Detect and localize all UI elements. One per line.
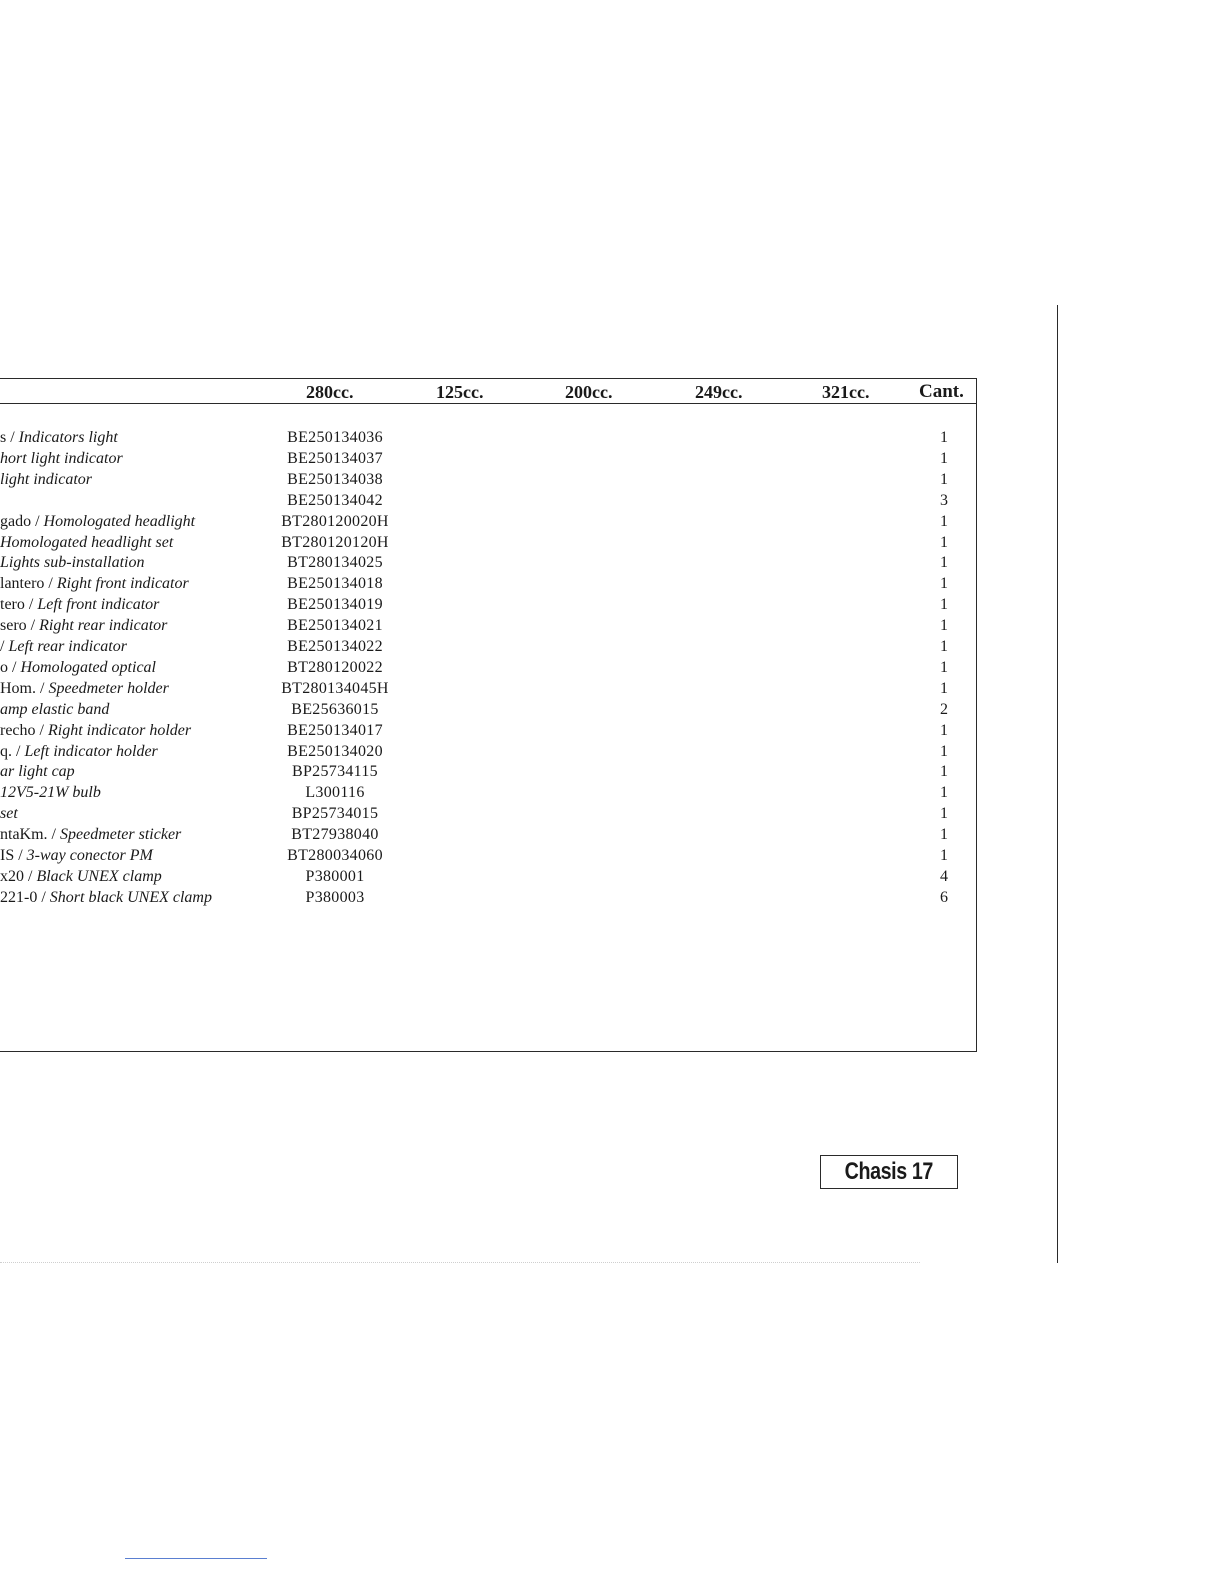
- part-description-en: hort light indicator: [0, 449, 123, 467]
- part-code-280cc: BP25734015: [291, 805, 379, 823]
- part-code-280cc: BE250134022: [287, 638, 383, 655]
- table-row: [0, 866, 980, 887]
- table-row: [0, 887, 980, 908]
- part-description: [0, 532, 260, 553]
- part-code-280cc: BE250134038: [287, 470, 383, 488]
- part-code-280cc: BT280134045H: [281, 679, 389, 697]
- scan-artifact-line: [0, 1262, 920, 1263]
- part-code-280cc: P380001: [305, 867, 365, 885]
- table-row: [0, 657, 980, 678]
- part-description-en: 12V5-21W bulb: [0, 784, 101, 802]
- table-row: [0, 427, 980, 448]
- part-description-en: Speedmeter sticker: [60, 826, 182, 844]
- part-quantity: 1: [940, 512, 948, 530]
- part-description-en: Homologated headlight: [43, 512, 196, 530]
- part-description: [0, 803, 260, 824]
- part-description-es: s /: [0, 429, 19, 446]
- table-row: [0, 490, 980, 511]
- table-row: [0, 552, 980, 573]
- part-quantity: 2: [940, 700, 948, 718]
- header-divider: [0, 403, 976, 404]
- section-label: Chasis 17: [844, 1158, 934, 1185]
- table-row: [0, 699, 980, 720]
- table-row: [0, 594, 980, 615]
- table-row: [0, 448, 980, 469]
- part-description-es: tero /: [0, 596, 38, 614]
- part-description-es: ntaKm. /: [0, 826, 60, 844]
- table-row: [0, 511, 980, 532]
- part-description: [0, 427, 260, 448]
- part-code-280cc: BT27938040: [291, 826, 379, 844]
- part-description-es: gado /: [0, 512, 44, 530]
- table-row: [0, 845, 980, 866]
- part-description: [0, 699, 260, 720]
- part-description-en: Indicators light: [18, 429, 118, 446]
- part-quantity: 1: [940, 784, 948, 802]
- part-description: [0, 573, 260, 594]
- table-row: [0, 636, 980, 657]
- part-description-es: sero /: [0, 617, 40, 635]
- part-quantity: 1: [940, 721, 948, 739]
- part-description: [0, 511, 260, 532]
- part-description-en: 3-way conector PM: [26, 847, 153, 864]
- part-description-en: Right rear indicator: [39, 617, 168, 635]
- part-description: [0, 824, 260, 845]
- table-row: [0, 720, 980, 741]
- table-row: [0, 469, 980, 490]
- part-quantity: 3: [940, 491, 948, 509]
- part-quantity: 1: [940, 826, 948, 844]
- part-description: [0, 845, 260, 866]
- part-quantity: 1: [940, 763, 948, 781]
- part-code-280cc: BE250134042: [287, 491, 383, 509]
- part-quantity: 1: [940, 449, 948, 467]
- part-description: [0, 741, 260, 762]
- part-description-en: Homologated headlight set: [0, 533, 174, 551]
- table-row: [0, 532, 980, 553]
- part-description-en: Lights sub-installation: [0, 554, 145, 572]
- part-code-280cc: BT280120022: [287, 658, 383, 676]
- blue-underline: [125, 1558, 267, 1559]
- part-code-280cc: BE250134020: [287, 742, 383, 760]
- part-code-280cc: L300116: [305, 784, 365, 802]
- part-code-280cc: BE250134018: [287, 575, 383, 593]
- part-quantity: 1: [940, 596, 948, 614]
- part-description-es: lantero /: [0, 575, 57, 593]
- part-description-en: Short black UNEX clamp: [49, 888, 212, 906]
- part-description-es: Hom. /: [0, 679, 49, 697]
- part-description-en: ar light cap: [0, 763, 75, 781]
- part-quantity: 1: [940, 742, 948, 760]
- part-description: [0, 678, 260, 699]
- part-quantity: 1: [940, 658, 948, 676]
- part-description-es: o /: [0, 658, 21, 676]
- column-header-cant: Cant.: [919, 381, 964, 402]
- column-header-125cc: 125cc.: [436, 382, 484, 402]
- column-header-321cc: 321cc.: [822, 382, 870, 402]
- part-description: [0, 866, 260, 887]
- part-description-en: Homologated optical: [20, 658, 156, 676]
- column-header-249cc: 249cc.: [695, 382, 743, 402]
- part-description: [0, 782, 260, 803]
- table-row: [0, 782, 980, 803]
- part-description-en: Black UNEX clamp: [36, 867, 162, 885]
- part-description: [0, 615, 260, 636]
- part-quantity: 1: [940, 638, 948, 655]
- part-code-280cc: BE250134036: [287, 429, 383, 446]
- part-code-280cc: BT280120120H: [281, 533, 389, 551]
- part-description-es: recho /: [0, 721, 48, 739]
- part-description: [0, 469, 260, 490]
- part-quantity: 1: [940, 847, 948, 864]
- part-code-280cc: BT280034060: [287, 847, 383, 864]
- part-quantity: 1: [940, 805, 948, 823]
- column-header-280cc: 280cc.: [306, 382, 354, 402]
- part-description-es: /: [0, 638, 9, 655]
- table-row: [0, 678, 980, 699]
- part-code-280cc: BT280134025: [287, 554, 383, 572]
- table-row: [0, 761, 980, 782]
- part-description: [0, 887, 260, 908]
- part-code-280cc: BE25636015: [291, 700, 379, 718]
- part-description-en: Left front indicator: [37, 596, 160, 614]
- part-description-es: x20 /: [0, 867, 37, 885]
- table-row: [0, 615, 980, 636]
- part-code-280cc: BE250134017: [287, 721, 383, 739]
- part-description: [0, 720, 260, 741]
- table-row: [0, 824, 980, 845]
- part-code-280cc: BE250134019: [287, 596, 383, 614]
- part-quantity: 1: [940, 554, 948, 572]
- part-description-en: Left rear indicator: [8, 638, 127, 655]
- part-description: [0, 636, 260, 657]
- part-description: [0, 594, 260, 615]
- table-row: [0, 741, 980, 762]
- part-description-en: Right front indicator: [56, 575, 189, 593]
- part-quantity: 1: [940, 575, 948, 593]
- part-description-en: Right indicator holder: [47, 721, 192, 739]
- part-code-280cc: BE250134037: [287, 449, 383, 467]
- table-row: [0, 573, 980, 594]
- part-description-es: IS /: [0, 847, 27, 864]
- part-description-en: light indicator: [0, 470, 92, 488]
- part-description-es: q. /: [0, 742, 25, 760]
- page-margin-rule: [1057, 305, 1058, 1263]
- part-code-280cc: BT280120020H: [281, 512, 389, 530]
- part-description-es: 221-0 /: [0, 888, 50, 906]
- part-description: [0, 552, 260, 573]
- part-description: [0, 657, 260, 678]
- part-quantity: 6: [940, 888, 948, 906]
- part-code-280cc: BE250134021: [287, 617, 383, 635]
- part-quantity: 1: [940, 617, 948, 635]
- part-code-280cc: P380003: [305, 888, 365, 906]
- column-header-200cc: 200cc.: [565, 382, 613, 402]
- table-row: [0, 803, 980, 824]
- part-quantity: 4: [940, 867, 948, 885]
- part-description-en: set: [0, 805, 18, 823]
- section-label-box: [820, 1155, 958, 1189]
- part-code-280cc: BP25734115: [292, 763, 378, 781]
- part-description: [0, 761, 260, 782]
- part-description-en: amp elastic band: [0, 700, 110, 718]
- part-description-en: Left indicator holder: [24, 742, 158, 760]
- part-description: [0, 448, 260, 469]
- part-quantity: 1: [940, 533, 948, 551]
- part-quantity: 1: [940, 470, 948, 488]
- part-quantity: 1: [940, 679, 948, 697]
- part-quantity: 1: [940, 429, 948, 446]
- part-description-en: Speedmeter holder: [48, 679, 169, 697]
